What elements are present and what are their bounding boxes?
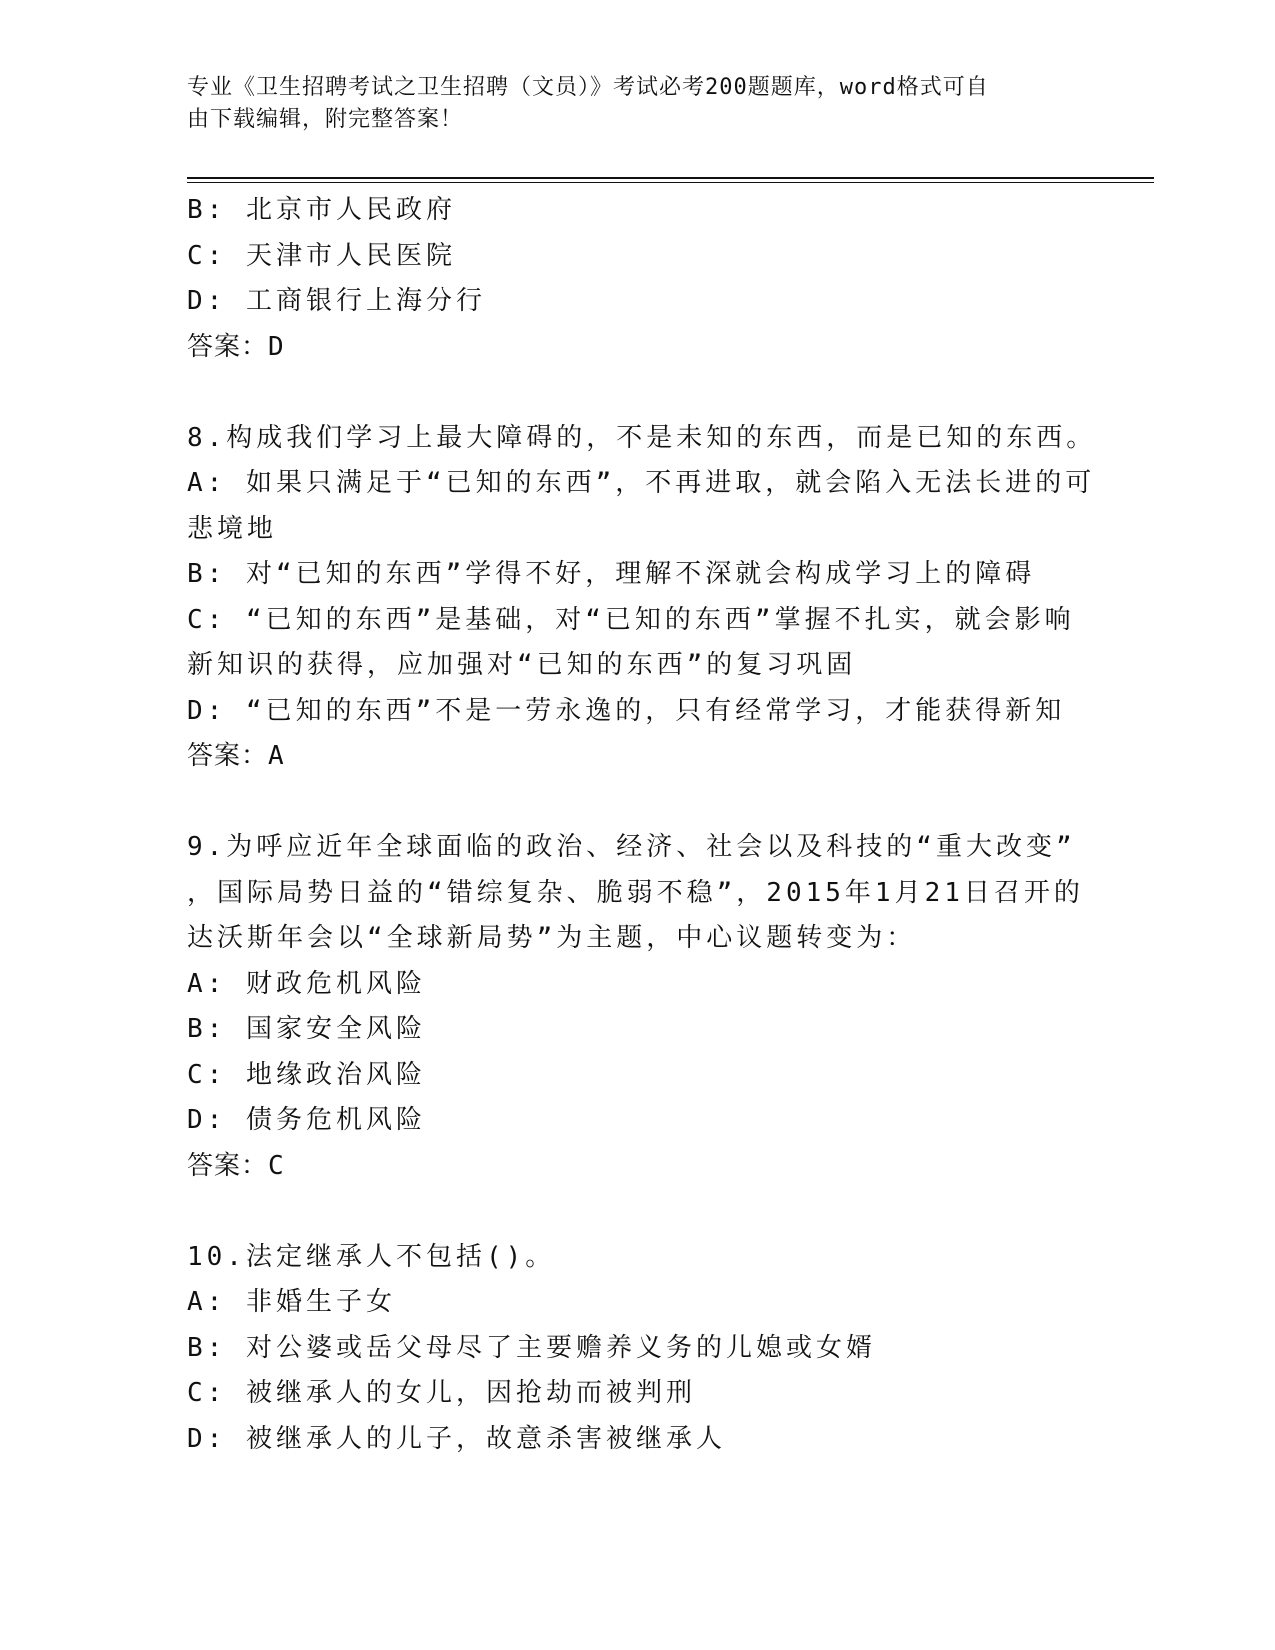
answer-line	[187, 734, 1087, 780]
option-c-continued: 新知识的获得，应加强对“已知的东西”的复习巩固	[187, 650, 857, 680]
answer-label: 答案：	[187, 741, 269, 771]
header-line-2: 由下载编辑，附完整答案！	[187, 107, 464, 132]
option-c: C: “已知的东西”是基础，对“已知的东西”掌握不扎实，就会影响	[187, 604, 1075, 635]
option-c: C: 被继承人的女儿，因抢劫而被判刑	[187, 1378, 696, 1408]
option-c: C: 地缘政治风险	[187, 1059, 426, 1090]
answer-line	[187, 325, 1087, 371]
question-stem: 9.为呼应近年全球面临的政治、经济、社会以及科技的“重大改变”	[187, 832, 1076, 862]
option-c: C: 天津市人民医院	[187, 240, 456, 271]
option-a-continued: 悲境地	[187, 513, 278, 544]
answer-label: 答案：	[187, 1150, 269, 1181]
spacer	[187, 1189, 1087, 1235]
header-divider	[187, 177, 1154, 183]
answer-value: D	[268, 331, 285, 362]
question-stem: 8.构成我们学习上最大障碍的，不是未知的东西，而是已知的东西。	[187, 422, 1097, 453]
question-content	[187, 188, 1097, 1462]
answer-line	[187, 1144, 1087, 1190]
question-9	[187, 825, 1087, 1189]
option-a: A: 如果只满足于“已知的东西”，不再进取，就会陷入无法长进的可	[187, 468, 1096, 498]
option-d: D: 工商银行上海分行	[187, 286, 486, 316]
answer-label: 答案：	[187, 331, 269, 362]
spacer	[187, 370, 1087, 416]
question-stem-continued: ，国际局势日益的“错综复杂、脆弱不稳”，2015年1月21日召开的	[187, 877, 1084, 908]
question-8	[187, 416, 1097, 780]
option-b: B: 国家安全风险	[187, 1014, 426, 1044]
option-d: D: “已知的东西”不是一劳永逸的，只有经常学习，才能获得新知	[187, 695, 1066, 726]
option-d: D: 债务危机风险	[187, 1105, 426, 1135]
answer-value: C	[268, 1150, 285, 1181]
header-line-1: 专业《卫生招聘考试之卫生招聘（文员）》考试必考200题题库，word格式可自	[187, 75, 989, 100]
option-a: A: 财政危机风险	[187, 968, 426, 999]
page-header	[187, 72, 1087, 136]
question-10	[187, 1235, 1087, 1463]
option-d: D: 被继承人的儿子，故意杀害被继承人	[187, 1423, 726, 1454]
option-b: B: 对“已知的东西”学得不好，理解不深就会构成学习上的障碍	[187, 559, 1036, 589]
option-b: B: 对公婆或岳父母尽了主要赡养义务的儿媳或女婿	[187, 1332, 876, 1363]
question-stem: 10.法定继承人不包括()。	[187, 1241, 556, 1272]
question-stem-continued: 达沃斯年会以“全球新局势”为主题，中心议题转变为：	[187, 923, 917, 953]
option-a: A: 非婚生子女	[187, 1287, 396, 1317]
answer-value: A	[268, 741, 285, 771]
spacer	[187, 780, 1087, 826]
question-7-tail	[187, 188, 1087, 370]
option-b: B: 北京市人民政府	[187, 195, 456, 225]
